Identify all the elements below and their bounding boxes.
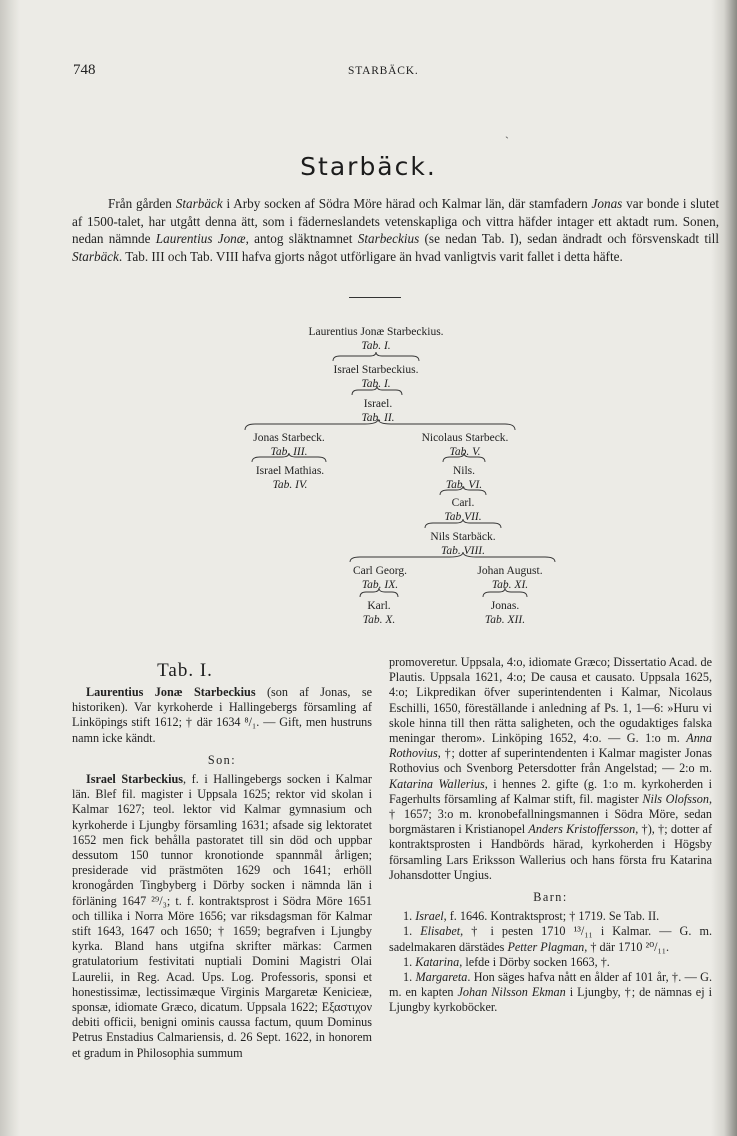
text-run: 1. bbox=[403, 924, 421, 939]
text-run: Starbeckius bbox=[357, 231, 420, 247]
tree-node: Karl. Tab. X. bbox=[362, 600, 396, 626]
text-run: , † där 1710 ²⁰/₁₁. bbox=[584, 939, 670, 954]
tree-brace bbox=[483, 588, 527, 597]
tree-node: Nicolaus Starbeck. Tab. V. bbox=[421, 432, 509, 458]
text-run: Elisabet bbox=[420, 924, 461, 939]
text-run: . Tab. III och Tab. VIII hafva gjorts något utförligare än hvad vanligtvis varit fallet i detta häfte. bbox=[118, 248, 623, 264]
page-title: Starbäck. bbox=[300, 152, 437, 181]
text-run: , f. i Hallingebergs socken i Kalmar län. Blef fil. magister i Uppsala 1625; rektor vid skolan i Kalmar 1627; teol. lektor vid Kalmar gymnasium och kyrkoherde i Ljungby församling 1631; afsade sig lektoratet 1652 men fick behålla pastoratet till sin död och uppbar dessutom 150 tunnor kronotionde spannmål årligen; presiderade vid prästmöten 1629 och 1641; erhöll kronogården Tingbyberg i Dörby socken i nämnda län i förläning 1647 ²⁹/₃; t. f. kontraktsprost i Södra Möre 1651 och tillika i Norra Möre 1656; var riksdagsman för Kalmar stift 1643, 1647 och 1650; † 1659; begrafven i Ljungby kyrka. Bland hans utgifna skrifter märkas: Carmen gratulatorium festivitati nuptiali Domini Magistri Olai Laurelii, in Reg. Acad. Ups. Log. Professoris, sponsi et honestissimæ, lectissimæque Virginis Margaretæ Kenicieæ, sponsæ, idiomate Græco, dicatum. Uppsala 1622; Εξαστιχον debiti officii, benigni ominis caussa factum, quum Dominus Petrus Enstadius Calmariensis, d. 26 Sept. 1622, in honorem et gradum in Philosophia summum bbox=[72, 772, 372, 1060]
tree-node: Israel Mathias. Tab. IV. bbox=[255, 465, 325, 491]
tree-brace bbox=[350, 552, 555, 562]
tree-brace bbox=[333, 352, 419, 361]
tree-node: Carl. Tab VII. bbox=[444, 497, 482, 523]
ink-mark: ˏ bbox=[505, 125, 509, 139]
right-column bbox=[389, 655, 712, 1016]
tree-brace bbox=[252, 453, 326, 462]
text-run: , antog släktnamnet bbox=[245, 231, 358, 247]
text-run: i Ljungby, †; de nämnas ej i Ljungby kyrkoböcker. bbox=[389, 985, 712, 1015]
text-run: Anna Rothovius bbox=[389, 731, 712, 761]
tree-node: Carl Georg. Tab. IX. bbox=[352, 565, 408, 591]
text-run: (se nedan Tab. I), sedan ändradt och försvenskadt till bbox=[419, 231, 719, 247]
text-run: . Hon säges hafva nått en ålder af 101 år, †. — G. m. en kapten bbox=[389, 970, 713, 1000]
text-run: Son: bbox=[207, 752, 237, 767]
tree-brace bbox=[443, 453, 485, 462]
text-run: Margareta bbox=[415, 970, 468, 985]
text-run: , lefde i Dörby socken 1663, †. bbox=[459, 954, 610, 969]
tab-heading: Tab. I. bbox=[157, 660, 213, 681]
text-run: Israel bbox=[415, 909, 444, 924]
text-run: Från gården bbox=[108, 196, 176, 211]
paragraph bbox=[389, 890, 712, 905]
text-run: Jonas bbox=[591, 196, 623, 211]
text-run: (son af Jonas, se historiken). Var kyrkoherde i Hallingebergs församling af Linköpings stift 1612; † där 1634 ⁸/₁. — Gift, men hustruns namn icke kändt. bbox=[72, 685, 372, 745]
paragraph bbox=[72, 772, 372, 1061]
tree-node: Jonas. Tab. XII. bbox=[484, 600, 526, 626]
tree-node: Nils. Tab. VI. bbox=[445, 465, 483, 491]
text-run: Starbäck bbox=[72, 248, 119, 264]
tree-node: Johan August. Tab. XI. bbox=[477, 565, 543, 591]
tree-brace bbox=[352, 386, 402, 395]
text-run: Starbäck bbox=[175, 196, 223, 211]
paragraph bbox=[389, 955, 712, 970]
tree-node: Israel. Tab. II. bbox=[361, 398, 395, 424]
paragraph bbox=[389, 909, 712, 924]
text-run: var bonde i slutet af 1500-talet, har utgått denna ätt, som i fäderneslandets vetenskapliga och vittra häfder intager ett aktadt rum. Sonen, nedan nämnde bbox=[72, 196, 720, 247]
running-title: STARBÄCK. bbox=[348, 65, 419, 77]
tree-node: Israel Starbeckius. Tab. I. bbox=[333, 364, 419, 390]
paragraph bbox=[389, 970, 712, 1016]
text-run: , i hennes 2. gifte (g. 1:o m. kyrkoherden i Fagerhults församling af Kalmar stift, fil. magister bbox=[389, 776, 712, 806]
text-run: i Arby socken af Södra Möre härad och Kalmar län, där stamfadern bbox=[222, 196, 592, 211]
paragraph bbox=[72, 753, 372, 768]
text-run: Laurentius Jonæ bbox=[155, 231, 246, 247]
text-run: Katarina Wallerius bbox=[389, 776, 485, 791]
text-run: 1. bbox=[403, 909, 416, 924]
text-run: , †), †; dotter af kontraktsprosten i Handbörds härad, kyrkoherden i Högsby församling Lars Eriksson Wallerius och hans första fru Katarina Johansdotter Ungius. bbox=[389, 822, 712, 882]
left-column bbox=[72, 685, 372, 1061]
tree-brace bbox=[245, 419, 515, 430]
tree-brace bbox=[425, 519, 501, 528]
tree-node: Nils Starbäck. Tab. VIII. bbox=[430, 531, 496, 557]
text-run: , † 1657; 3:o m. kronobefallningsmannen i Södra Möre, sedan borgmästaren i Kristianopel bbox=[389, 791, 712, 837]
tree-node: Jonas Starbeck. Tab. III. bbox=[253, 432, 325, 458]
text-run: Nils Olofsson bbox=[642, 791, 709, 806]
text-run: , † i pesten 1710 ¹³/₁₁ i Kalmar. — G. m. sadelmakaren därstädes bbox=[389, 924, 712, 954]
page-number: 748 bbox=[73, 62, 96, 78]
text-run: Laurentius Jonæ Starbeckius bbox=[86, 685, 256, 699]
text-run: Israel Starbeckius bbox=[86, 772, 183, 787]
text-run: Anders Kristoffersson bbox=[528, 822, 636, 837]
text-run: Petter Plagman bbox=[507, 939, 585, 954]
paragraph bbox=[72, 685, 372, 746]
tree-node: Laurentius Jonæ Starbeckius. Tab. I. bbox=[308, 326, 444, 352]
text-run: Barn: bbox=[533, 890, 568, 905]
text-run: promoveretur. Uppsala, 4:o, idiomate Græco; Dissertatio Acad. de Plautis. Uppsala 1621, 4:o; De causa et causato. Uppsala 1625, 4:o; Likpredikan öfver superintendenten i Kalmar, Nicolaus Eschilli, 1650, föreställande i anledning af Ps. 1, 1—6: »Huru vi skole hinna till then rätta saligheten, och the ogudaktiges falska meningar therom». Linköping 1652, 4:o. — G. 1:o m. bbox=[389, 655, 712, 746]
text-run: Johan Nilsson Ekman bbox=[457, 985, 566, 1000]
text-run: , †; dotter af superintendenten i Kalmar magister Jonas Rothovius och Svenborg Petersdotter från Angelstad; — 2:o m. bbox=[389, 746, 712, 776]
text-run: , f. 1646. Kontraktsprost; † 1719. Se Tab. II. bbox=[443, 909, 660, 924]
text-run: 1. bbox=[403, 970, 416, 985]
tree-brace bbox=[440, 486, 486, 495]
text-run: 1. bbox=[403, 954, 416, 969]
paragraph bbox=[389, 655, 712, 883]
text-run: Katarina bbox=[415, 954, 460, 969]
tree-brace bbox=[360, 588, 398, 597]
paragraph bbox=[389, 924, 712, 954]
